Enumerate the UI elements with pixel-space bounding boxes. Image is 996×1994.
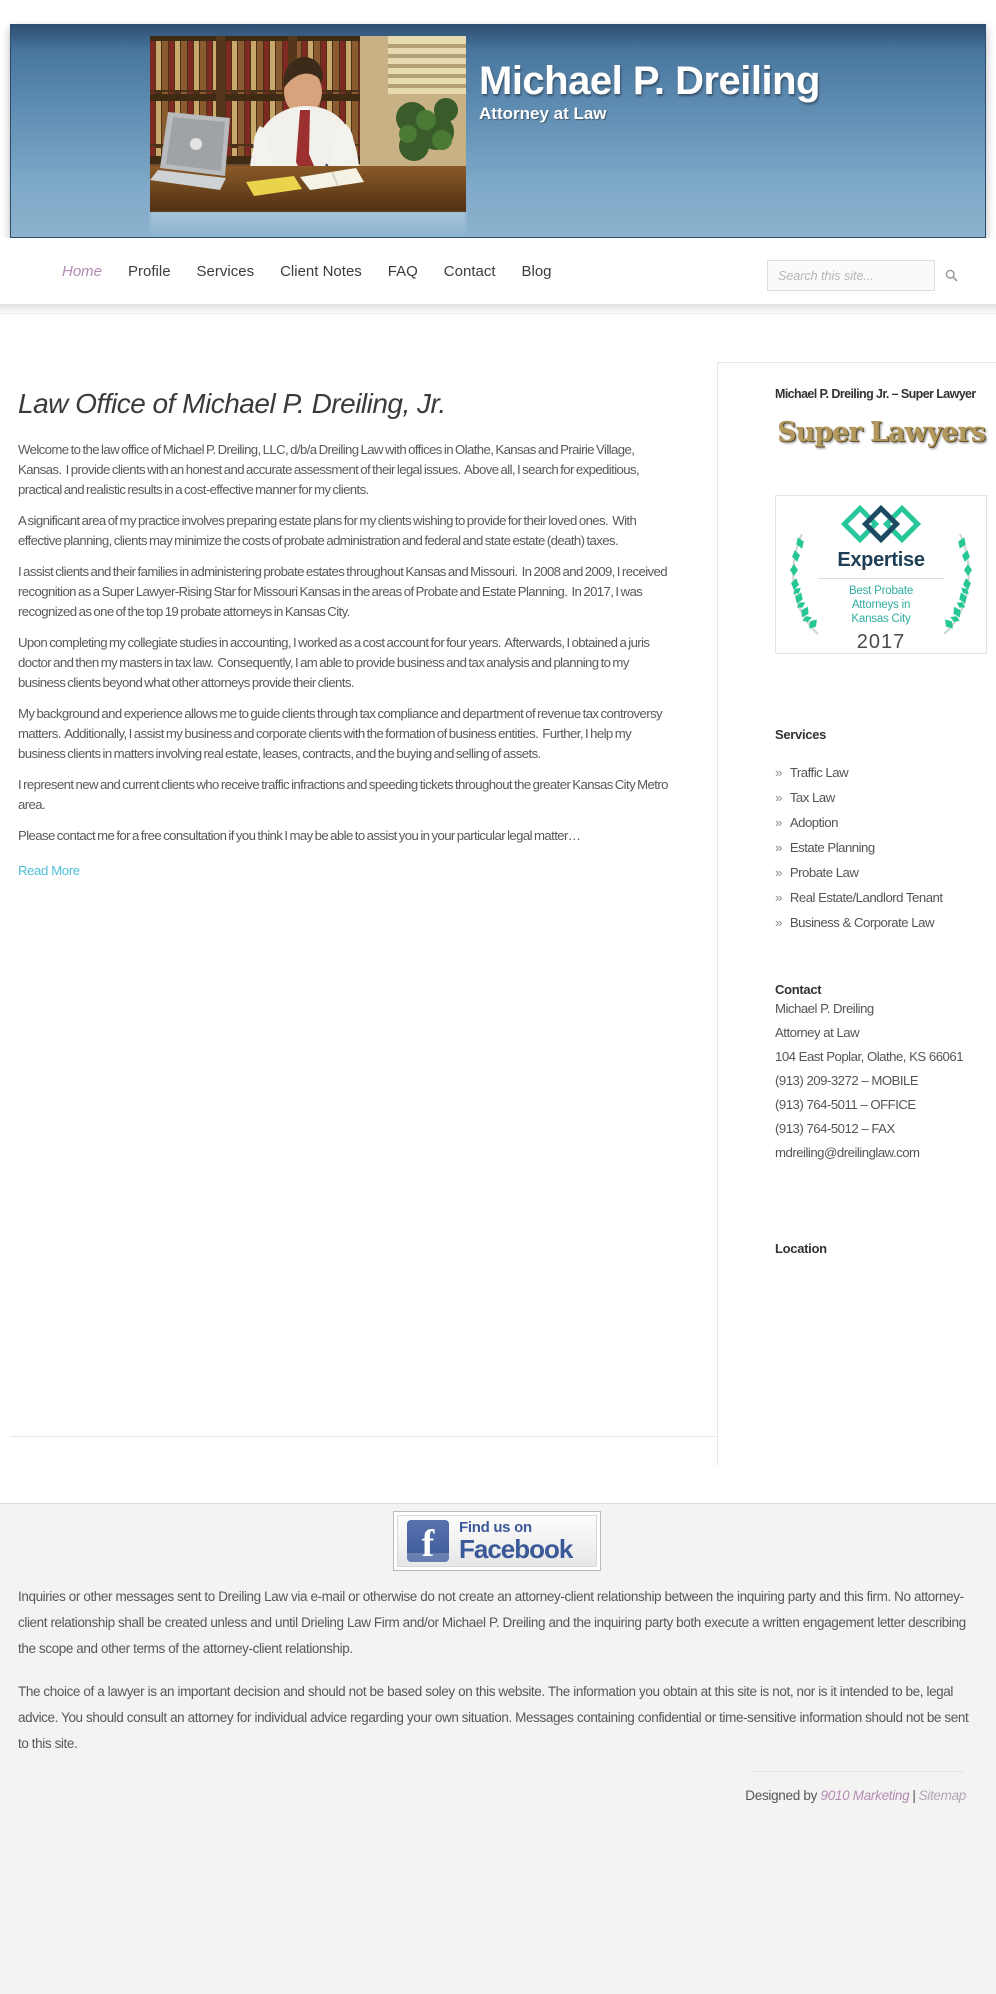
disclaimer-attorney-client: Inquiries or other messages sent to Dreiling Law via e-mail or otherwise do not create an attorney-client relationship between the inquiring party and this firm. No attorney-client relationship shall be created unless and until Drieling Law Firm and/or Michael P. Dreiling and the inquiring party both execute a written engagement letter describing the scope and other terms of the attorney-client relationship.	[18, 1589, 966, 1656]
main-content	[10, 362, 717, 1437]
site-search	[767, 260, 935, 291]
page-title: Law Office of Michael P. Dreiling, Jr.	[18, 388, 446, 419]
facebook-f-letter: f	[421, 1523, 435, 1562]
super-lawyers-logo: Super Lawyers	[777, 417, 985, 448]
service-label: Real Estate/Landlord Tenant	[789, 890, 943, 905]
search-icon	[945, 269, 958, 282]
estate-plans-paragraph: A significant area of my practice involves preparing estate plans for my clients wishing to provide for their loved ones. With effective planning, clients may minimize the costs of probate administration and federal and state estate (death) taxes.	[18, 513, 637, 548]
disclaimer-lawyer-choice: The choice of a lawyer is an important decision and should not be based soley on this website. The information you obtain at this site is not, nor is it intended to be, legal advice. You should consult an attorney for individual advice regarding your own situation. Messages containing confidential or time-sensitive information should not be sent to this site.	[18, 1684, 969, 1751]
laurel-right-icon	[940, 526, 980, 638]
service-business-corporate[interactable]	[775, 910, 990, 935]
chevrons-bullet-icon: »	[775, 890, 782, 905]
service-label: Traffic Law	[789, 765, 849, 780]
contact-email[interactable]: mdreiling@dreilinglaw.com	[775, 1145, 920, 1160]
service-label: Probate Law	[789, 865, 859, 880]
attorney-photo	[150, 36, 466, 212]
service-traffic-law[interactable]	[775, 760, 990, 785]
expertise-line2: Attorneys in	[851, 599, 911, 611]
service-label: Estate Planning	[789, 840, 875, 855]
intro-paragraph: Welcome to the law office of Michael P. Dreiling, LLC, d/b/a Dreiling Law with offices in Olathe, Kansas and Prairie Village, Kansas. I provide clients with an honest and accurate assessment of their legal issues. Above all, I search for expeditious, practical and realistic results in a cost-effective manner for my clients.	[18, 442, 640, 497]
services-list	[775, 760, 990, 935]
service-estate-planning[interactable]	[775, 835, 990, 860]
expertise-divider	[818, 578, 944, 579]
service-real-estate[interactable]	[775, 885, 990, 910]
site-title: Michael P. Dreiling	[479, 59, 820, 103]
agency-link[interactable]: 9010 Marketing	[820, 1788, 910, 1803]
traffic-paragraph: I represent new and current clients who receive traffic infractions and speeding tickets throughout the greater Kansas City Metro area.	[18, 777, 668, 812]
service-adoption[interactable]	[775, 810, 990, 835]
nav-item-client-notes[interactable]: Client Notes	[280, 262, 362, 280]
location-title: Location	[775, 1241, 827, 1256]
service-label: Business & Corporate Law	[789, 915, 934, 930]
education-paragraph: Upon completing my collegiate studies in accounting, I worked as a cost account for four years. Afterwards, I obtained a juris doctor and then my masters in tax law. Consequently, I am able to provide business and tax analysis and planning to my business clients beyond what other attorneys provide their clients.	[18, 635, 650, 690]
designed-by-label: Designed by	[745, 1788, 821, 1803]
background-paragraph: My background and experience allows me to guide clients through tax compliance and department of revenue tax controversy matters. Additionally, I assist my business and corporate clients with the formation of business entities. Further, I help my business clients in matters involving real estate, leases, contracts, and the buying and selling of assets.	[18, 706, 663, 761]
laurel-left-icon	[782, 526, 822, 638]
site-title-block	[479, 59, 820, 124]
consultation-paragraph: Please contact me for a free consultation if you think I may be able to assist you in your particular legal matter…	[18, 828, 581, 843]
chevrons-bullet-icon: »	[775, 915, 782, 930]
read-more-link[interactable]: Read More	[18, 863, 80, 878]
header-banner	[10, 24, 986, 238]
services-widget	[775, 727, 990, 935]
nav-item-faq[interactable]: FAQ	[387, 262, 418, 280]
super-lawyer-heading: Michael P. Dreiling Jr. – Super Lawyer	[775, 387, 976, 401]
credits-separator: |	[912, 1788, 916, 1803]
facebook-icon	[407, 1520, 449, 1562]
nav-links	[62, 238, 552, 304]
location-widget	[775, 1241, 990, 1256]
nav-item-contact[interactable]: Contact	[443, 262, 496, 280]
contact-office: (913) 764-5011 – OFFICE	[775, 1097, 916, 1112]
facebook-badge[interactable]	[393, 1511, 601, 1571]
contact-mobile: (913) 209-3272 – MOBILE	[775, 1073, 919, 1088]
services-title: Services	[775, 727, 827, 742]
credits-divider	[753, 1771, 963, 1772]
chevrons-bullet-icon: »	[775, 815, 782, 830]
search-button[interactable]	[945, 261, 958, 290]
contact-role: Attorney at Law	[775, 1025, 860, 1040]
expertise-diamonds-icon	[835, 504, 927, 544]
chevrons-bullet-icon: »	[775, 865, 782, 880]
chevrons-bullet-icon: »	[775, 840, 782, 855]
attorney-photo-illustration	[150, 36, 466, 212]
service-label: Tax Law	[789, 790, 835, 805]
facebook-badge-text	[459, 1520, 572, 1562]
contact-widget	[775, 982, 990, 1165]
contact-title: Contact	[775, 982, 822, 997]
chevrons-bullet-icon: »	[775, 765, 782, 780]
chevrons-bullet-icon: »	[775, 790, 782, 805]
content-divider-line	[0, 313, 996, 314]
find-us-on-label: Find us on	[459, 1519, 532, 1536]
expertise-line3: Kansas City	[851, 613, 911, 625]
photo-reflection	[150, 212, 466, 238]
nav-item-profile[interactable]: Profile	[128, 262, 171, 280]
contact-name: Michael P. Dreiling	[775, 1001, 874, 1016]
service-label: Adoption	[789, 815, 838, 830]
service-probate-law[interactable]	[775, 860, 990, 885]
expertise-line1: Best Probate	[848, 585, 914, 597]
main-navigation	[0, 238, 996, 304]
site-subtitle: Attorney at Law	[479, 104, 607, 123]
credits	[745, 1788, 966, 1803]
facebook-badge-inner	[397, 1515, 597, 1567]
contact-fax: (913) 764-5012 – FAX	[775, 1121, 895, 1136]
footer	[0, 1503, 996, 1994]
expertise-badge[interactable]	[775, 495, 987, 654]
legal-disclaimers	[18, 1584, 970, 1774]
nav-item-blog[interactable]: Blog	[521, 262, 552, 280]
facebook-label: Facebook	[459, 1534, 573, 1564]
sidebar	[717, 362, 996, 1466]
expertise-year: 2017	[856, 631, 906, 653]
nav-item-home[interactable]: Home	[62, 262, 103, 280]
nav-item-services[interactable]: Services	[196, 262, 255, 280]
contact-address: 104 East Poplar, Olathe, KS 66061	[775, 1049, 964, 1064]
sitemap-link[interactable]: Sitemap	[918, 1788, 966, 1803]
probate-paragraph: I assist clients and their families in administering probate estates throughout Kansas and Missouri. In 2008 and 2009, I received recognition as a Super Lawyer-Rising Star for Missouri Kansas in the areas of Probate and Estate Planning. In 2017, I was recognized as one of the top 19 probate attorneys in Kansas City.	[18, 564, 667, 619]
search-input[interactable]	[768, 269, 945, 283]
expertise-brand: Expertise	[837, 549, 925, 571]
service-tax-law[interactable]	[775, 785, 990, 810]
